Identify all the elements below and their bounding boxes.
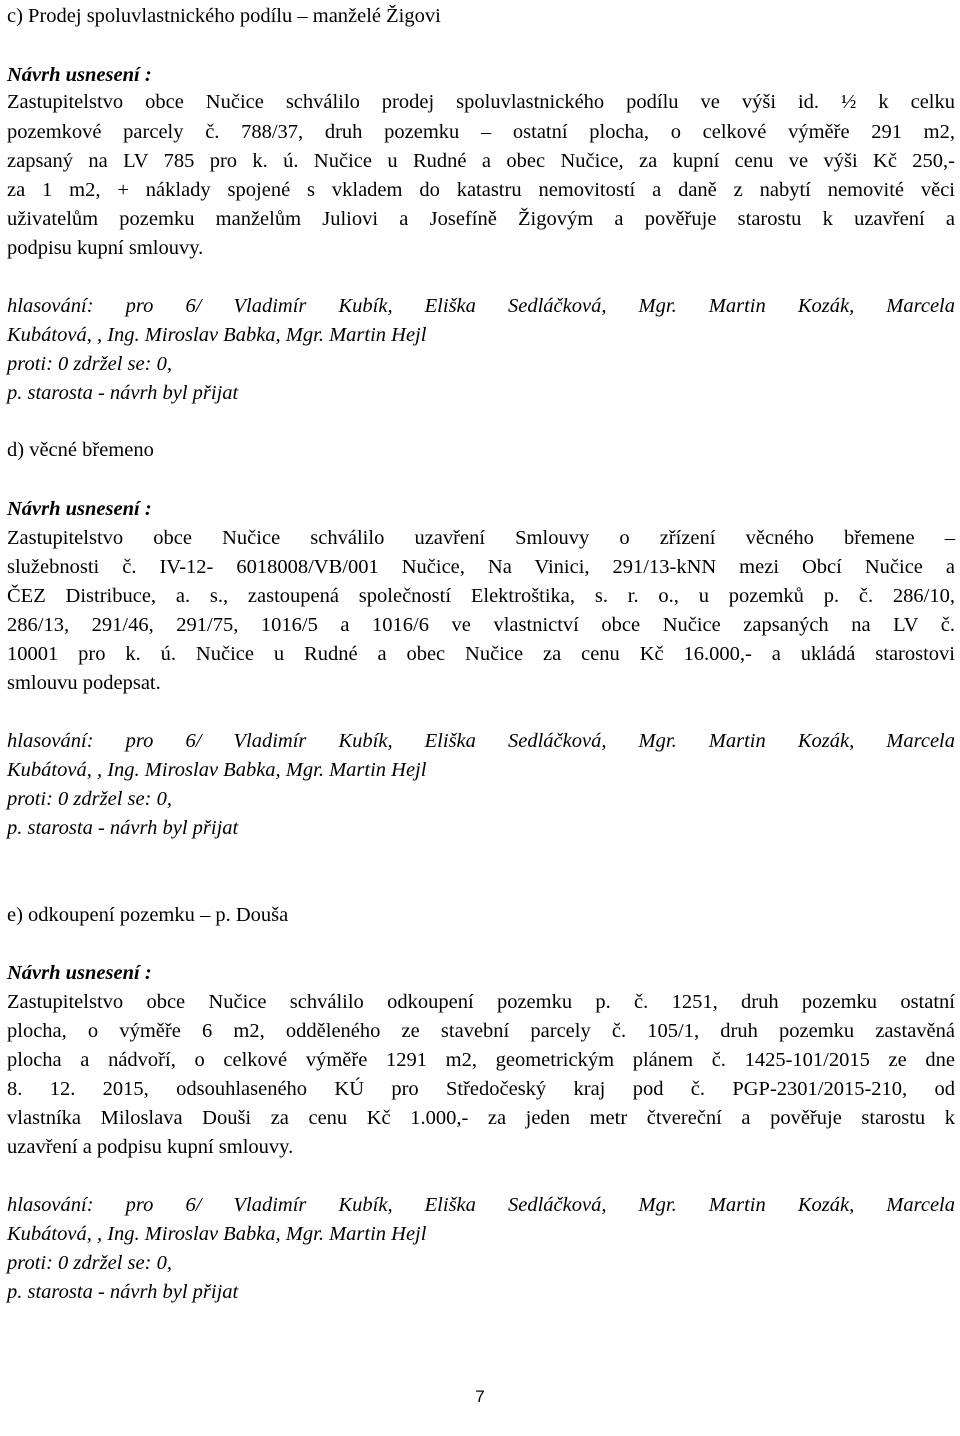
resolution-line: vlastníka Miloslava Douši za cenu Kč 1.000,- za jeden metr čtvereční a pověřuje starostu k [7, 1107, 955, 1129]
resolution-line: uživatelům pozemku manželům Juliovi a Josefíně Žigovým a pověřuje starostu k uzavření a [7, 208, 955, 230]
section-heading: e) odkoupení pozemku – p. Douša [7, 904, 289, 926]
vote-result: p. starosta - návrh byl přijat [7, 382, 239, 404]
resolution-line: Zastupitelstvo obce Nučice schválilo odkoupení pozemku p. č. 1251, druh pozemku ostatní [7, 991, 955, 1013]
section-heading: c) Prodej spoluvlastnického podílu – manželé Žigovi [7, 5, 441, 27]
vote-line: hlasování: pro 6/ Vladimír Kubík, Eliška Sedláčková, Mgr. Martin Kozák, Marcela [7, 295, 955, 317]
resolution-line: služebnosti č. IV-12- 6018008/VB/001 Nučice, Na Vinici, 291/13-kNN mezi Obcí Nučice a [7, 556, 955, 578]
vote-line: Kubátová, , Ing. Miroslav Babka, Mgr. Martin Hejl [7, 759, 427, 781]
proposal-label: Návrh usnesení : [7, 64, 152, 86]
resolution-line: za 1 m2, + náklady spojené s vkladem do katastru nemovitostí a daně z nabytí nemovité věci [7, 179, 955, 201]
vote-result: p. starosta - návrh byl přijat [7, 1281, 239, 1303]
resolution-line: smlouvu podepsat. [7, 672, 161, 694]
resolution-line: ČEZ Distribuce, a. s., zastoupená společností Elektroštika, s. r. o., u pozemků p. č. 286/10, [7, 585, 955, 607]
vote-line: hlasování: pro 6/ Vladimír Kubík, Eliška Sedláčková, Mgr. Martin Kozák, Marcela [7, 1194, 955, 1216]
proposal-label: Návrh usnesení : [7, 498, 152, 520]
section-heading: d) věcné břemeno [7, 439, 154, 461]
resolution-line: plocha, o výměře 6 m2, odděleného ze stavební parcely č. 105/1, druh pozemku zastavěná [7, 1020, 955, 1042]
resolution-line: 8. 12. 2015, odsouhlaseného KÚ pro Středočeský kraj pod č. PGP-2301/2015-210, od [7, 1078, 955, 1100]
resolution-line: plocha a nádvoří, o celkové výměře 1291 m2, geometrickým plánem č. 1425-101/2015 ze dne [7, 1049, 955, 1071]
vote-line: proti: 0 zdržel se: 0, [7, 788, 172, 810]
resolution-line: Zastupitelstvo obce Nučice schválilo uzavření Smlouvy o zřízení věcného břemene – [7, 527, 955, 549]
vote-line: proti: 0 zdržel se: 0, [7, 1252, 172, 1274]
resolution-line: Zastupitelstvo obce Nučice schválilo prodej spoluvlastnického podílu ve výši id. ½ k celku [7, 91, 955, 113]
resolution-line: 10001 pro k. ú. Nučice u Rudné a obec Nučice za cenu Kč 16.000,- a ukládá starostovi [7, 643, 955, 665]
resolution-line: zapsaný na LV 785 pro k. ú. Nučice u Rudné a obec Nučice, za kupní cenu ve výši Kč 250,- [7, 150, 955, 172]
resolution-line: podpisu kupní smlouvy. [7, 237, 204, 259]
resolution-line: 286/13, 291/46, 291/75, 1016/5 a 1016/6 ve vlastnictví obce Nučice zapsaných na LV č. [7, 614, 955, 636]
vote-line: Kubátová, , Ing. Miroslav Babka, Mgr. Martin Hejl [7, 324, 427, 346]
page-number: 7 [475, 1387, 485, 1406]
resolution-line: pozemkové parcely č. 788/37, druh pozemku – ostatní plocha, o celkové výměře 291 m2, [7, 121, 955, 143]
vote-line: Kubátová, , Ing. Miroslav Babka, Mgr. Martin Hejl [7, 1223, 427, 1245]
vote-line: proti: 0 zdržel se: 0, [7, 353, 172, 375]
resolution-line: uzavření a podpisu kupní smlouvy. [7, 1136, 294, 1158]
proposal-label: Návrh usnesení : [7, 962, 152, 984]
vote-result: p. starosta - návrh byl přijat [7, 817, 239, 839]
vote-line: hlasování: pro 6/ Vladimír Kubík, Eliška Sedláčková, Mgr. Martin Kozák, Marcela [7, 730, 955, 752]
